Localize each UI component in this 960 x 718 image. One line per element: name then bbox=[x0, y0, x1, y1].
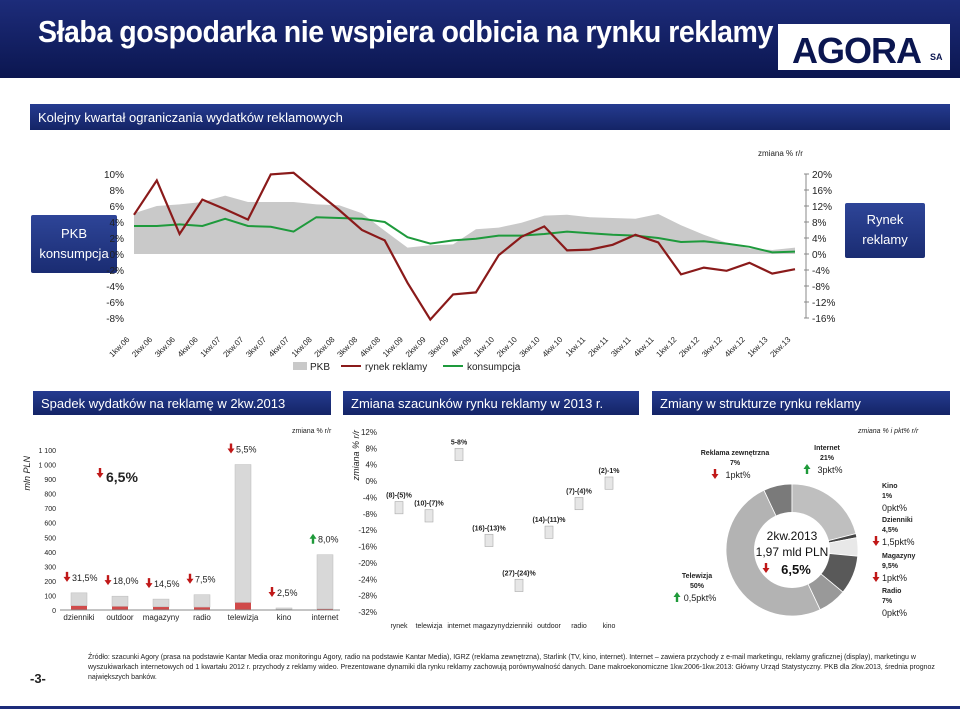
banner-spadek: Spadek wydatków na reklamę w 2kw.2013 bbox=[33, 391, 331, 415]
range-bar bbox=[485, 534, 493, 546]
range-category-label: telewizja bbox=[415, 623, 443, 630]
x-tick-label: 4kw.12 bbox=[722, 335, 747, 360]
range-label: (27)-(24)% bbox=[502, 570, 536, 578]
bar-y-tick: 100 bbox=[44, 593, 56, 601]
bar-change-label: 8,0% bbox=[318, 534, 339, 545]
bar-y-tick: 700 bbox=[44, 506, 56, 514]
range-category-label: rynek bbox=[390, 623, 408, 630]
x-tick-label: 1kw.13 bbox=[745, 335, 770, 360]
range-label: (10)-(7)% bbox=[414, 500, 444, 508]
range-bar bbox=[605, 477, 613, 489]
range-y-tick: 4% bbox=[365, 460, 377, 470]
range-bar bbox=[425, 510, 433, 522]
range-ylabel: zmiana % r/r bbox=[351, 430, 361, 481]
bar-y-tick: 800 bbox=[44, 491, 56, 499]
x-tick-label: 4kw.06 bbox=[175, 335, 200, 360]
left-tick-label: 4% bbox=[109, 218, 124, 229]
top-chart-note: zmiana % r/r bbox=[758, 149, 803, 158]
agora-logo: AGORA bbox=[792, 30, 921, 71]
pie-slice-change: 1pkt% bbox=[725, 470, 751, 480]
bar-change-arrow bbox=[105, 575, 112, 585]
page-title: Słaba gospodarka nie wspiera odbicia na rynku reklamy bbox=[38, 14, 773, 49]
pie-slice-percent: 7% bbox=[882, 598, 893, 605]
pie-slice-percent: 4,5% bbox=[882, 527, 898, 534]
x-tick-label: 2kw.06 bbox=[130, 335, 155, 360]
left-tick-label: 0% bbox=[109, 250, 124, 261]
bar-y-tick: 500 bbox=[44, 535, 56, 543]
bar-current bbox=[276, 608, 292, 609]
bar-change-arrow bbox=[187, 574, 194, 584]
range-bar bbox=[455, 448, 463, 460]
range-y-tick: 12% bbox=[360, 428, 377, 437]
bar-change-label: 14,5% bbox=[154, 579, 180, 590]
right-tick-label: 0% bbox=[812, 250, 827, 261]
legend-pkb-label: PKB bbox=[310, 362, 331, 373]
bar-current bbox=[235, 465, 251, 603]
x-tick-label: 4kw.07 bbox=[266, 335, 291, 360]
bar-y-tick: 0 bbox=[52, 608, 56, 615]
range-category-label: internet bbox=[447, 623, 471, 630]
range-category-label: dzienniki bbox=[505, 623, 533, 630]
right-tick-label: 16% bbox=[812, 186, 833, 197]
pie-slice-arrow bbox=[873, 536, 880, 546]
range-category-label: magazyny bbox=[473, 623, 505, 630]
pie-slice-change: 0,5pkt% bbox=[683, 593, 717, 603]
bar-note: zmiana % r/r bbox=[292, 428, 332, 435]
x-tick-label: 3kw.11 bbox=[609, 335, 633, 359]
pie-slice-percent: 9,5% bbox=[882, 563, 898, 570]
page-number: -3- bbox=[30, 671, 46, 686]
range-category-label: kino bbox=[602, 623, 616, 630]
bar-category-label: magazyny bbox=[142, 613, 180, 622]
range-y-tick: -20% bbox=[358, 558, 377, 568]
bar-y-tick: 1 000 bbox=[38, 462, 56, 470]
x-tick-label: 2kw.08 bbox=[312, 335, 337, 360]
range-y-tick: 8% bbox=[365, 444, 377, 454]
pie-slice-percent: 7% bbox=[729, 460, 741, 467]
x-tick-label: 1kw.06 bbox=[107, 335, 132, 360]
right-tick-label: -12% bbox=[812, 298, 836, 309]
range-label: 5-8% bbox=[450, 439, 468, 447]
bar-current bbox=[317, 555, 333, 609]
bar-y-tick: 1 100 bbox=[38, 448, 56, 455]
bar-change-label: 5,5% bbox=[236, 444, 257, 455]
bar-current bbox=[194, 595, 210, 607]
range-y-tick: -12% bbox=[358, 526, 377, 536]
right-tick-label: 20% bbox=[812, 170, 833, 181]
bar-change-arrow bbox=[310, 534, 317, 544]
bar-category-label: outdoor bbox=[106, 613, 134, 622]
pie-slice-change: 0pkt% bbox=[882, 608, 908, 618]
range-y-tick: -24% bbox=[358, 575, 377, 585]
range-bar bbox=[395, 502, 403, 514]
range-category-label: radio bbox=[571, 623, 587, 630]
left-tick-label: 2% bbox=[109, 234, 124, 245]
pie-slice-change: 1pkt% bbox=[882, 573, 908, 583]
right-tick-label: -4% bbox=[812, 266, 830, 277]
bar-change-arrow bbox=[146, 578, 153, 588]
bar-change-label: 31,5% bbox=[72, 572, 98, 583]
x-tick-label: 4kw.08 bbox=[358, 335, 383, 360]
range-category-label: outdoor bbox=[537, 623, 561, 630]
x-tick-label: 2kw.12 bbox=[677, 335, 702, 360]
x-tick-label: 1kw.09 bbox=[380, 335, 405, 360]
range-bar bbox=[545, 526, 553, 538]
x-tick-label: 2kw.11 bbox=[586, 335, 611, 359]
pie-chart-struktura bbox=[650, 420, 955, 635]
x-tick-label: 3kw.09 bbox=[426, 335, 451, 360]
left-tick-label: 10% bbox=[103, 170, 124, 181]
right-tick-label: -8% bbox=[812, 282, 830, 293]
range-label: (16)-(13)% bbox=[472, 525, 506, 533]
left-tick-label: 8% bbox=[109, 186, 124, 197]
range-y-tick: -32% bbox=[358, 608, 377, 617]
range-label: (8)-(5)% bbox=[386, 492, 412, 500]
right-tick-label: 8% bbox=[812, 218, 827, 229]
pie-slice-arrow bbox=[674, 592, 681, 602]
pie-slice-percent: 21% bbox=[819, 455, 835, 462]
pie-center-value: 1,97 mld PLN bbox=[755, 545, 829, 559]
agora-logo-suffix: SA bbox=[930, 52, 943, 62]
x-tick-label: 2kw.07 bbox=[221, 335, 246, 360]
pie-slice-name: Internet bbox=[814, 445, 840, 452]
left-tick-label: -2% bbox=[106, 266, 124, 277]
pie-slice-change: 3pkt% bbox=[817, 465, 843, 475]
pie-slice-name: Radio bbox=[882, 588, 902, 595]
right-tick-label: 4% bbox=[812, 234, 827, 245]
legend-pkb-swatch bbox=[293, 362, 307, 370]
bar-change-arrow bbox=[64, 572, 71, 582]
x-tick-label: 3kw.10 bbox=[517, 335, 542, 360]
x-tick-label: 4kw.09 bbox=[449, 335, 474, 360]
left-tick-label: -6% bbox=[106, 298, 124, 309]
x-tick-label: 1kw.08 bbox=[289, 335, 314, 360]
x-tick-label: 4kw.11 bbox=[632, 335, 656, 359]
x-tick-label: 2kw.10 bbox=[494, 335, 519, 360]
bar-previous bbox=[235, 602, 251, 610]
pie-note: zmiana % i pkt% r/r bbox=[858, 428, 919, 435]
range-y-tick: -4% bbox=[362, 493, 377, 503]
bar-total-label: 6,5% bbox=[106, 469, 138, 485]
pie-slice-name: Reklama zewnętrzna bbox=[700, 450, 770, 457]
x-tick-label: 4kw.10 bbox=[540, 335, 565, 360]
bar-ylabel: mln PLN bbox=[22, 456, 32, 491]
banner-kolejny-kwartal: Kolejny kwartał ograniczania wydatków reklamowych bbox=[30, 104, 950, 130]
bar-change-arrow bbox=[228, 444, 235, 454]
bar-category-label: dzienniki bbox=[63, 613, 95, 622]
bar-y-tick: 600 bbox=[44, 520, 56, 528]
pie-center-period: 2kw.2013 bbox=[766, 529, 818, 543]
range-label: (7)-(4)% bbox=[566, 488, 592, 496]
pie-slice-name: Magazyny bbox=[882, 553, 916, 560]
bar-change-arrow bbox=[269, 587, 276, 597]
bar-y-tick: 400 bbox=[44, 549, 56, 557]
range-label: (14)-(11)% bbox=[532, 517, 566, 525]
bar-category-label: telewizja bbox=[227, 613, 259, 622]
pie-slice-arrow bbox=[804, 464, 811, 474]
pie-slice-change: 1,5pkt% bbox=[882, 537, 915, 547]
bar-change-label: 2,5% bbox=[277, 587, 298, 598]
x-tick-label: 3kw.12 bbox=[700, 335, 725, 360]
legend-konsumpcja-label: konsumpcja bbox=[467, 362, 521, 373]
pie-center-change: 6,5% bbox=[781, 562, 811, 577]
bar-category-label: radio bbox=[193, 613, 211, 622]
rynek-reklamy-label: Rynek reklamy bbox=[862, 212, 908, 247]
x-tick-label: 2kw.09 bbox=[403, 335, 428, 360]
bar-previous bbox=[112, 606, 128, 610]
x-tick-label: 1kw.10 bbox=[472, 335, 497, 360]
pie-slice-percent: 1% bbox=[882, 493, 893, 500]
range-label: (2)-1% bbox=[598, 468, 620, 475]
left-tick-label: -4% bbox=[106, 282, 124, 293]
pkb-konsumpcja-label: PKB konsumpcja bbox=[39, 226, 109, 261]
right-tick-label: 12% bbox=[812, 202, 833, 213]
range-bar bbox=[575, 497, 583, 509]
bar-total-arrow bbox=[97, 468, 104, 478]
bar-y-tick: 300 bbox=[44, 564, 56, 572]
pie-slice-name: Kino bbox=[882, 483, 898, 490]
x-tick-label: 1kw.12 bbox=[654, 335, 679, 360]
x-tick-label: 1kw.07 bbox=[198, 335, 223, 360]
bar-change-label: 7,5% bbox=[195, 574, 216, 585]
right-tick-label: -16% bbox=[812, 314, 836, 325]
bar-current bbox=[71, 593, 87, 606]
bar-current bbox=[112, 596, 128, 606]
x-tick-label: 1kw.11 bbox=[563, 335, 588, 359]
bar-previous bbox=[71, 606, 87, 610]
top-line-chart bbox=[0, 150, 960, 380]
footer-line bbox=[0, 706, 960, 709]
x-tick-label: 3kw.06 bbox=[153, 335, 178, 360]
bar-change-label: 18,0% bbox=[113, 576, 139, 587]
left-tick-label: -8% bbox=[106, 314, 124, 325]
range-y-tick: -28% bbox=[358, 591, 377, 601]
pie-slice-change: 0pkt% bbox=[882, 503, 908, 513]
bar-y-tick: 200 bbox=[44, 578, 56, 586]
bar-category-label: internet bbox=[311, 613, 339, 622]
range-y-tick: -8% bbox=[362, 509, 377, 519]
pie-slice-arrow bbox=[712, 469, 719, 479]
bar-y-tick: 900 bbox=[44, 477, 56, 485]
pie-slice-percent: 50% bbox=[689, 583, 705, 590]
banner-struktura: Zmiany w strukturze rynku reklamy bbox=[652, 391, 950, 415]
range-y-tick: -16% bbox=[358, 542, 377, 552]
banner-zmiana: Zmiana szacunków rynku reklamy w 2013 r. bbox=[343, 391, 639, 415]
x-tick-label: 3kw.08 bbox=[335, 335, 360, 360]
bar-category-label: kino bbox=[276, 613, 292, 622]
range-y-tick: 0% bbox=[365, 477, 377, 487]
x-tick-label: 3kw.07 bbox=[244, 335, 269, 360]
bar-current bbox=[153, 599, 169, 607]
pie-slice-name: Telewizja bbox=[681, 573, 713, 580]
footnote: Źródło: szacunki Agory (prasa na podstawie Kantar Media oraz monitoringu Agory, radio na podstawie Kantar Media), IGRZ (reklama zewnętrzna), Starlink (TV, kino, internet). Internet – zawiera przychody z e-mail marketingu, reklamy graficznej (display), marketingu w wyszukiwarkach internetowych od 1 kwartału 2012 r. przychody z reklamy wideo. Prezentowane dynamiki dla rynku reklamy zachowują porównywalność danych. Dane makroekonomiczne 1kw.2006-1kw.2013: Główny Urząd Statystyczny. PKB dla 2kw.2013, średnia prognoz największych banków. bbox=[88, 654, 935, 681]
bar-chart-spadek bbox=[0, 420, 345, 635]
x-tick-label: 2kw.13 bbox=[768, 335, 793, 360]
legend-rynek-label: rynek reklamy bbox=[365, 362, 428, 373]
pie-slice-arrow bbox=[873, 572, 880, 582]
pie-slice-name: Dzienniki bbox=[882, 517, 913, 524]
left-tick-label: 6% bbox=[109, 202, 124, 213]
range-chart-zmiana bbox=[345, 420, 645, 635]
range-bar bbox=[515, 579, 523, 591]
